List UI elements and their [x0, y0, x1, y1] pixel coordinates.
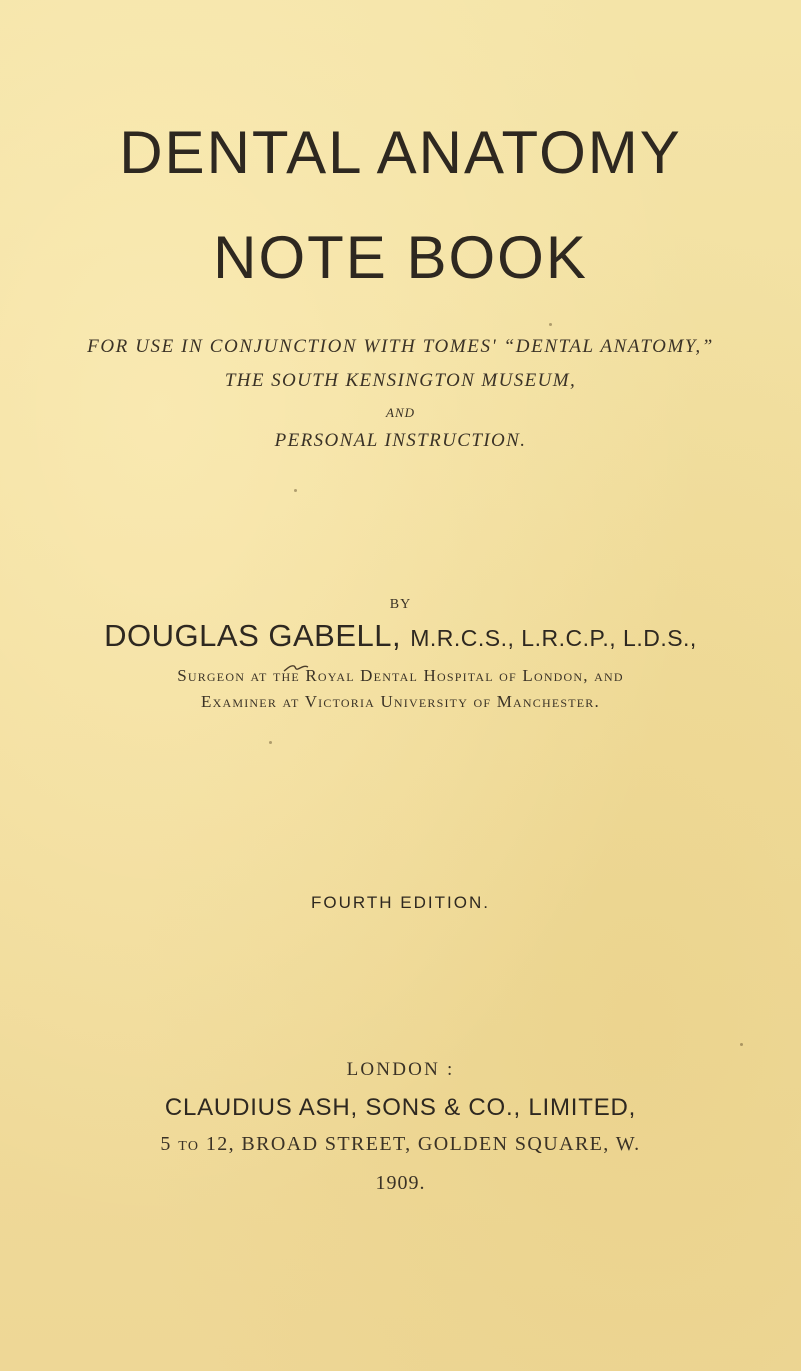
author-degrees: M.R.C.S., L.R.C.P., L.D.S.,: [410, 625, 697, 651]
subtitle-line-1: FOR USE IN CONJUNCTION WITH TOMES' “DENTAL ANATOMY,”: [87, 336, 714, 357]
book-title-line-2: NOTE BOOK: [213, 224, 588, 291]
address-rest: 12, BROAD STREET, GOLDEN SQUARE, W.: [205, 1133, 641, 1155]
edition-label: FOURTH EDITION.: [311, 893, 490, 912]
paper-speck: [269, 741, 272, 744]
subtitle-line-4: PERSONAL INSTRUCTION.: [274, 430, 527, 451]
imprint-publisher: CLAUDIUS ASH, SONS & CO., LIMITED,: [164, 1094, 637, 1121]
imprint-city: LONDON :: [346, 1059, 455, 1080]
byline-by: BY: [389, 597, 412, 612]
paper-speck: [740, 1043, 743, 1046]
imprint-year: 1909.: [375, 1172, 426, 1194]
address-to: TO: [178, 1139, 200, 1154]
paper-speck: [549, 323, 552, 326]
book-title-line-1: DENTAL ANATOMY: [119, 119, 682, 186]
paper-speck: [294, 489, 297, 492]
author-line: [0, 618, 801, 654]
author-credential-1: Surgeon at the Royal Dental Hospital of London, and: [177, 666, 624, 685]
author-credential-2: Examiner at Victoria University of Manchester.: [201, 692, 600, 711]
imprint-address: [0, 1133, 801, 1156]
subtitle-line-3: AND: [386, 405, 415, 420]
author-name: DOUGLAS GABELL,: [104, 618, 402, 653]
subtitle-line-2: THE SOUTH KENSINGTON MUSEUM,: [224, 370, 577, 391]
address-number: 5: [160, 1133, 172, 1155]
